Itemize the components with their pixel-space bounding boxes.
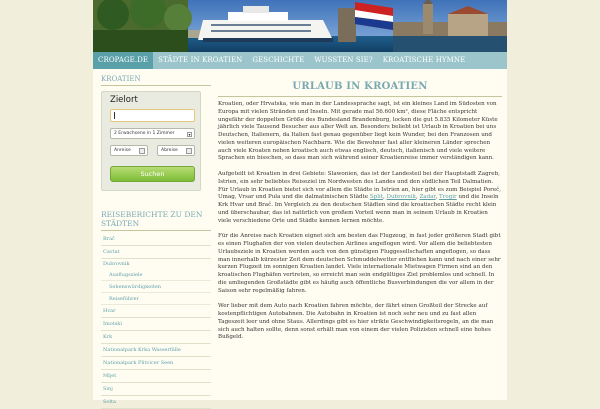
city-reports-list (101, 233, 211, 409)
main-content (218, 81, 502, 342)
departure-placeholder: Abreise (161, 148, 178, 153)
article-paragraph: Für die Anreise nach Kroatien eignet sich am besten das Flugzeug, in fast jeder größeren Stadt gibt es einen Flughafen der von vielen deutschen Airlines angeflogen wird. Vor allem die beliebtesten Urlaubsziele in Kroatien werden auch von den günstigen Fluggesellschaften angeflogen, so dass man innerhalb kürzester Zeit dem deutschen Schmuddelwetter entfliehen kann und nach einer sehr kurzen Flugzeit im sonnigen Kroatien landet. Viele internationale Mietwagen Firmen sind an den kroatischen Flughäfen vertreten, so erreicht man sein endgültiges Ziel problemlos und schnell. In die umliegenden Großstädte gibt es häufig auch öffentliche Busverbindungen die vor allem in der Saison sehr regelmäßig fahren. (218, 233, 501, 294)
zadar-link[interactable]: Zadar (419, 194, 436, 201)
page-container (93, 0, 507, 405)
sidebar-heading: KROATIEN (101, 75, 211, 86)
reports-heading: REISEBERICHTE ZU DEN STÄDTEN (101, 210, 211, 231)
article-paragraph: Wer lieber mit dem Auto nach Kroatien fahren möchte, der fährt einen Großteil der Strecke auf kostenpflichtigen Autobahnen. Die Autobahn in Kroatien ist noch sehr neu und zu fast allen Tageszeit leer und ohne Staus. Allerdings gibt es hier strikte Geschwindigkeitsregeln, an die man sich auch halten sollte, denn sonst erhält man von einem der vielen Polizisten schnell eine hohes Bußgeld. (218, 303, 494, 341)
sidebar-item[interactable]: Krk (101, 331, 211, 344)
separator: , (435, 194, 440, 201)
rooms-select-value: 2 Erwachsene in 1 Zimmer (114, 131, 175, 136)
page-title: URLAUB IN KROATIEN (218, 81, 502, 97)
sidebar-subitem[interactable]: Ausflugsziele (101, 269, 211, 281)
departure-date-input[interactable] (157, 145, 195, 156)
trogir-link[interactable]: Trogir (439, 194, 457, 201)
nav-home-link[interactable]: CROPAGE.DE (93, 52, 153, 69)
rooms-select[interactable] (110, 128, 195, 139)
split-link[interactable]: Split (369, 194, 383, 201)
nav-item-staedte[interactable]: STÄDTE IN KROATIEN (158, 56, 243, 64)
separator: , (415, 194, 420, 201)
nav-item-wussten-sie[interactable]: WUSSTEN SIE? (314, 56, 373, 64)
destination-input[interactable] (110, 109, 195, 122)
sidebar-item[interactable]: Nationalpark Plitvicer Seen (101, 357, 211, 370)
destination-label: Zielort (110, 95, 138, 105)
sidebar-subitem[interactable]: Reiseführer (101, 293, 211, 305)
sidebar (101, 75, 211, 405)
sidebar-item[interactable]: Cavtat (101, 246, 211, 259)
banner-photo-collage (93, 0, 507, 52)
calendar-icon[interactable] (139, 148, 145, 154)
chevron-down-icon: ▾ (188, 132, 191, 137)
article-paragraph: Kroatien, oder Hrvatska, wie man in der Landessprache sagt, ist ein kleines Land im Südosten von Europa mit vielen Stränden und Inseln. Mit gerade mal 56.600 km², diese Fläche entspricht ungefähr der doppelten Größe des Bundesland Brandenburg, locken die gut 5.835 Kilometer Küste jährlich viele Tausend Besucher aus aller Welt an. Besonders beliebt ist Urlaub in Kroatien bei uns Deutschen, Italienern, da Italien fast genau gegenüber liegt kein Wunder, bei den Franzosen und vielen weiteren europäischen Nachbarn. Wie die Bewohner fast aller kleineren Länder sprechen auch viele Kroaten neben kroatisch auch etwas englisch, deutsch, italienisch und viele weitere Sprachen ein bisschen, so dass man sich während seiner Kroatienreise immer verständigen kann. (218, 101, 498, 162)
text-cursor (114, 112, 115, 119)
dubrovnik-link[interactable]: Dubrovnik (386, 194, 416, 201)
sidebar-item[interactable]: Dubrovnik (103, 261, 130, 267)
separator: , (382, 194, 387, 201)
sidebar-item[interactable]: Brač (101, 233, 211, 246)
arrival-date-input[interactable] (110, 145, 148, 156)
sidebar-item[interactable]: Solta (101, 396, 211, 409)
text-span: und die Inseln Krk Hvar und Brač. Im Vergleich zu den deutschen Städten sind die kroatischen Städte recht klein und überschaubar, das ist natürlich von großem Vorteil wenn man in seinem Urlaub in Kroatien viele verschiedene Orte und Städte kennen lernen möchte. (218, 194, 499, 224)
hotel-search-widget (101, 91, 201, 191)
sidebar-item[interactable]: Sinj (101, 383, 211, 396)
sidebar-item[interactable]: Nationalpark Krka Wasserfälle (101, 344, 211, 357)
sidebar-item[interactable]: Imotski (101, 318, 211, 331)
text-span: Aufgeteilt ist Kroatien in drei Gebiete: Slawonien, das ist der Landesteil bei der Hauptstadt Zagreb, Istrien, ein sehr beliebtes Reiseziel im Nordwesten des Landes und den südlichen Teil Dalmatien. Für Urlaub in Kroatien bietet sich vor allem die Städte in Istrien an, hier gibt es zum Beispiel Poreč, Umag, Vrsar und Pula und die dalmatinischen Städte (218, 171, 501, 201)
sidebar-item[interactable]: Hvar (101, 305, 211, 318)
sidebar-item[interactable]: Mljet (101, 370, 211, 383)
calendar-icon[interactable] (186, 148, 192, 154)
article-paragraph (218, 171, 502, 225)
nav-item-geschichte[interactable]: GESCHICHTE (252, 56, 305, 64)
main-navigation (93, 52, 507, 69)
sidebar-subitem[interactable]: Sehenswürdigkeiten (101, 281, 211, 293)
header-banner-image (93, 0, 507, 52)
search-button[interactable]: Suchen (110, 166, 195, 182)
nav-item-hymne[interactable]: KROATISCHE HYMNE (382, 56, 466, 64)
arrival-placeholder: Anreise (114, 148, 131, 153)
